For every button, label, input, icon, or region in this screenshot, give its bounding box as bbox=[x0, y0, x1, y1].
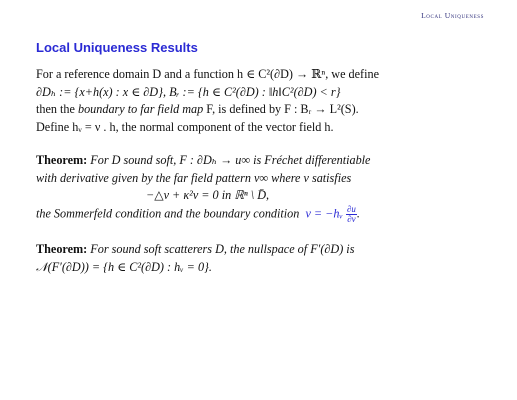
fraction-denominator: ∂ν bbox=[347, 213, 356, 224]
definition-line-4: Define hᵥ = ν . h, the normal component of the vector field h. bbox=[36, 119, 334, 134]
theorem-1-text-1: For D sound soft, F : ∂Dₕ → u∞ is Fréchet differentiable bbox=[87, 153, 371, 167]
definition-line-3a: then the bbox=[36, 102, 78, 116]
theorem-2-line-1 bbox=[36, 241, 486, 259]
definition-line-3 bbox=[36, 101, 486, 119]
theorem-2-line-2: 𝒩(F′(∂D)) = {h ∈ C²(∂D) : hᵥ = 0}. bbox=[36, 259, 212, 274]
slide-header: Local Uniqueness bbox=[421, 11, 484, 20]
theorem-2-text-1: For sound soft scatterers D, the nullspace of F′(∂D) is bbox=[87, 242, 355, 256]
definition-line-2: ∂Dₕ := {x+h(x) : x ∈ ∂D}, Bᵣ := {h ∈ C²(∂D) : ‖h‖C²(∂D) < r} bbox=[36, 84, 341, 99]
boundary-condition: v = −hᵥ bbox=[305, 205, 343, 220]
normal-derivative-fraction bbox=[346, 205, 357, 224]
theorem-1-line-1 bbox=[36, 152, 486, 170]
theorem-1-text-3: the Sommerfeld condition and the boundary condition bbox=[36, 205, 300, 220]
theorem-2-label: Theorem: bbox=[36, 242, 88, 256]
definition-paragraph bbox=[36, 66, 486, 136]
theorem-1-label: Theorem: bbox=[36, 153, 88, 167]
boundary-condition-end: . bbox=[356, 205, 360, 220]
theorem-2 bbox=[36, 241, 486, 276]
theorem-1-line-2: with derivative given by the far field pattern v∞ where v satisfies bbox=[36, 170, 352, 185]
definition-line-1: For a reference domain D and a function h ∈ C²(∂D) → ℝⁿ, we define bbox=[36, 67, 379, 81]
theorem-1 bbox=[36, 152, 486, 224]
slide-title: Local Uniqueness Results bbox=[36, 40, 198, 55]
definition-line-3c: F, is defined by F : Bᵣ → L²(S). bbox=[203, 102, 359, 116]
boundary-map-term: boundary to far field map bbox=[77, 102, 204, 116]
theorem-1-line-3 bbox=[36, 205, 486, 224]
fraction-numerator: ∂u bbox=[346, 203, 356, 214]
theorem-1-equation: −△v + κ²v = 0 in ℝⁿ \ D̄, bbox=[146, 188, 270, 202]
